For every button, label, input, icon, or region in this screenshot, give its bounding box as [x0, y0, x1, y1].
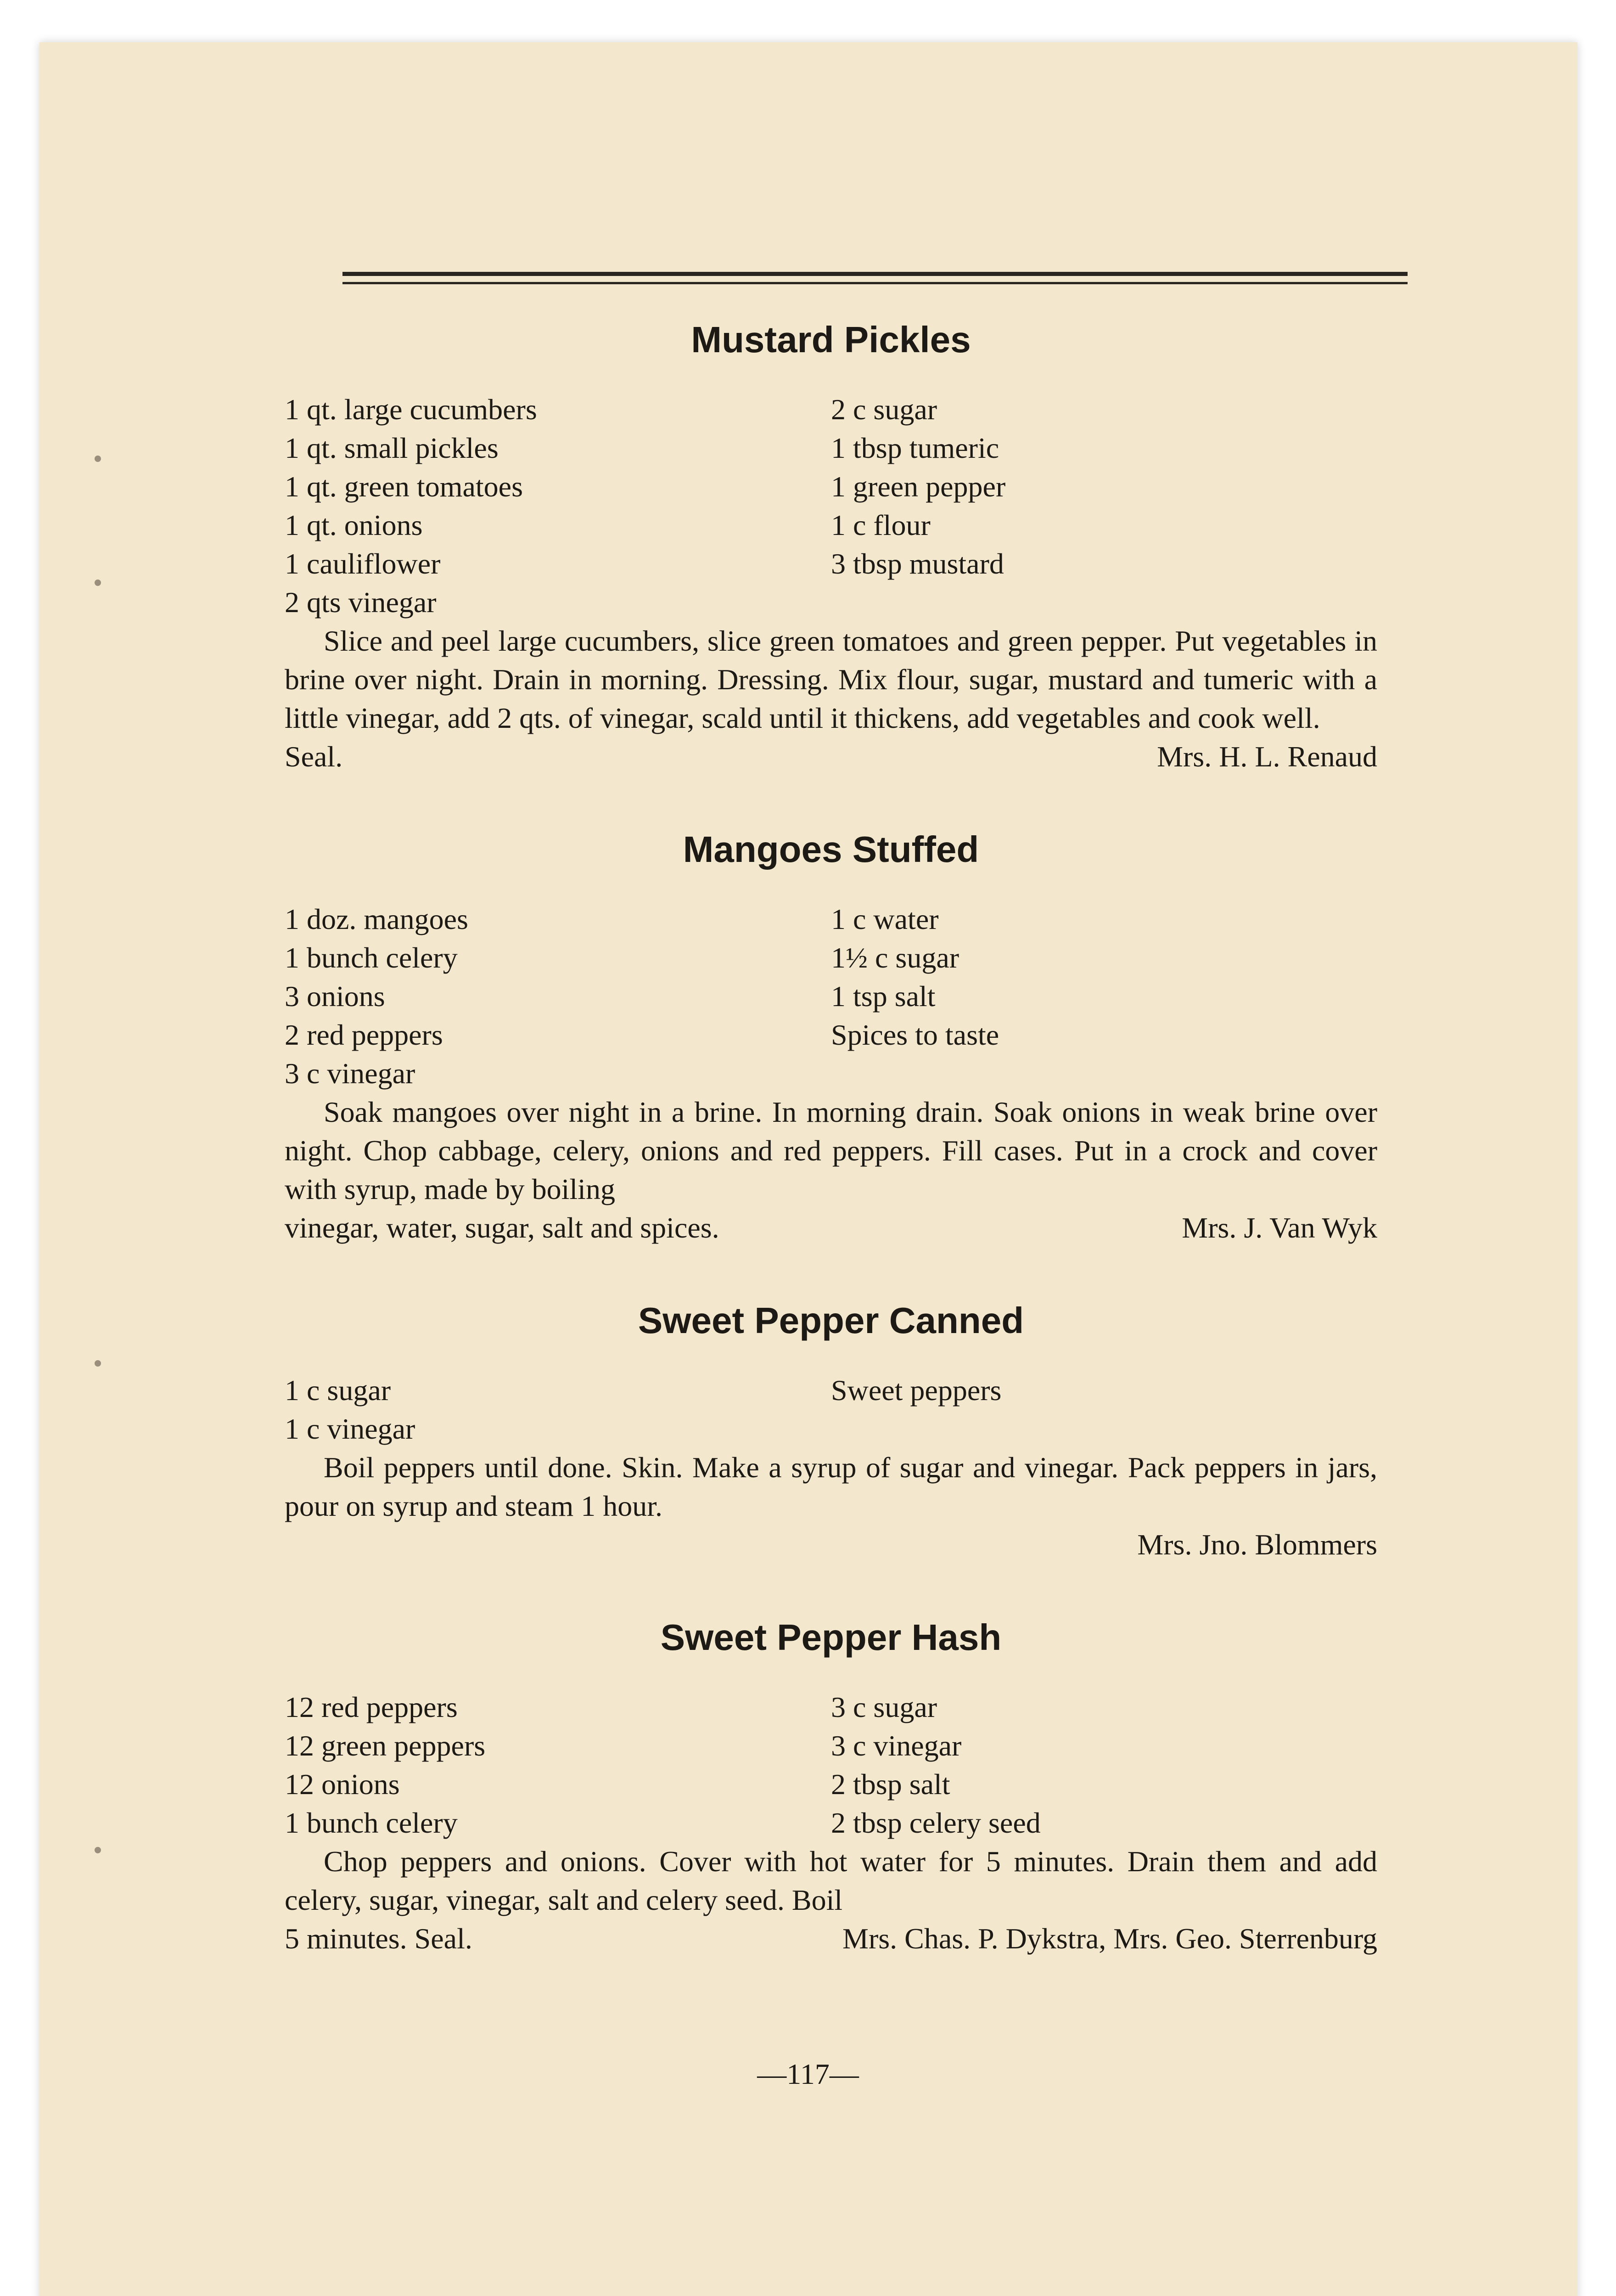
ingredient: 3 c vinegar: [285, 1057, 415, 1090]
recipe-sweet-pepper-hash: [285, 1619, 1377, 1958]
recipe-sweet-pepper-canned: [285, 1302, 1377, 1564]
ingredient: 1 tbsp tumeric: [831, 432, 999, 464]
method-end: Seal.: [285, 740, 343, 773]
recipe-author: Mrs. J. Van Wyk: [1182, 1211, 1377, 1244]
ingredient: 1½ c sugar: [831, 941, 960, 974]
ingredient: 1 cauliflower: [285, 547, 441, 580]
ingredient: 2 red peppers: [285, 1019, 443, 1051]
ingredient-list: [285, 1688, 1377, 1842]
ingredient: 2 qts vinegar: [285, 586, 437, 619]
recipe-author: Mrs. Jno. Blommers: [1137, 1528, 1377, 1561]
binding-hole: [95, 580, 101, 586]
recipe-content: [285, 321, 1377, 2013]
recipe-title: Mustard Pickles: [691, 319, 971, 360]
ingredient: 1 c vinegar: [285, 1412, 415, 1445]
recipe-method: Slice and peel large cucumbers, slice green tomatoes and green pepper. Put vegetables in brine over night. Drain in morning. Dressing. Mix flour, sugar, mustard and tumeric with a little vinegar, add 2 qts. of vinegar, scald until it thickens, add vegetables and cook well.: [285, 625, 1377, 734]
binding-hole: [95, 456, 101, 462]
recipe-title: Sweet Pepper Hash: [660, 1617, 1002, 1658]
recipe-title: Sweet Pepper Canned: [638, 1300, 1024, 1341]
ingredient: 1 qt. green tomatoes: [285, 470, 523, 503]
page-number: —117—: [757, 2058, 859, 2090]
ingredient: 1 c water: [831, 903, 939, 935]
ingredient-list: [285, 390, 1377, 622]
ingredient: 3 c vinegar: [831, 1729, 962, 1762]
ingredient: 1 qt. small pickles: [285, 432, 499, 464]
ingredient: 3 onions: [285, 980, 385, 1013]
ingredient: 1 c sugar: [285, 1374, 391, 1407]
ingredient: Sweet peppers: [831, 1374, 1002, 1407]
ingredient: Spices to taste: [831, 1019, 999, 1051]
ingredient: 12 onions: [285, 1768, 400, 1801]
ingredient: 12 green peppers: [285, 1729, 486, 1762]
ingredient: 1 green pepper: [831, 470, 1006, 503]
recipe-mustard-pickles: [285, 321, 1377, 776]
ingredient: 2 tbsp celery seed: [831, 1806, 1041, 1839]
ingredient: 2 c sugar: [831, 393, 937, 426]
ingredient: 2 tbsp salt: [831, 1768, 950, 1801]
ingredient: 1 qt. large cucumbers: [285, 393, 537, 426]
ingredient: 1 bunch celery: [285, 941, 458, 974]
method-end: vinegar, water, sugar, salt and spices.: [285, 1211, 719, 1244]
recipe-method: Soak mangoes over night in a brine. In morning drain. Soak onions in weak brine over night. Chop cabbage, celery, onions and red peppers. Fill cases. Put in a crock and cover with syrup, made by boiling: [285, 1096, 1377, 1205]
binding-hole: [95, 1847, 101, 1853]
ingredient: 1 c flour: [831, 509, 931, 541]
recipe-method: Chop peppers and onions. Cover with hot water for 5 minutes. Drain them and add celery, sugar, vinegar, salt and celery seed. Boil: [285, 1845, 1377, 1916]
ingredient: 3 c sugar: [831, 1691, 937, 1723]
recipe-title: Mangoes Stuffed: [683, 829, 979, 870]
ingredient: 1 qt. onions: [285, 509, 423, 541]
ingredient-list: [285, 1371, 1377, 1448]
ingredient: 1 doz. mangoes: [285, 903, 468, 935]
method-end: 5 minutes. Seal.: [285, 1922, 472, 1955]
recipe-mangoes-stuffed: [285, 831, 1377, 1247]
ingredient: 1 bunch celery: [285, 1806, 458, 1839]
recipe-method: Boil peppers until done. Skin. Make a syrup of sugar and vinegar. Pack peppers in jars, pour on syrup and steam 1 hour.: [285, 1451, 1377, 1522]
header-rule: [342, 272, 1408, 276]
ingredient: 12 red peppers: [285, 1691, 458, 1723]
header-rule-thin: [342, 282, 1408, 284]
ingredient: 1 tsp salt: [831, 980, 936, 1013]
recipe-author: Mrs. Chas. P. Dykstra, Mrs. Geo. Sterrenburg: [842, 1922, 1377, 1955]
binding-hole: [95, 1360, 101, 1367]
ingredient-list: [285, 900, 1377, 1093]
recipe-author: Mrs. H. L. Renaud: [1157, 740, 1377, 773]
ingredient: 3 tbsp mustard: [831, 547, 1004, 580]
